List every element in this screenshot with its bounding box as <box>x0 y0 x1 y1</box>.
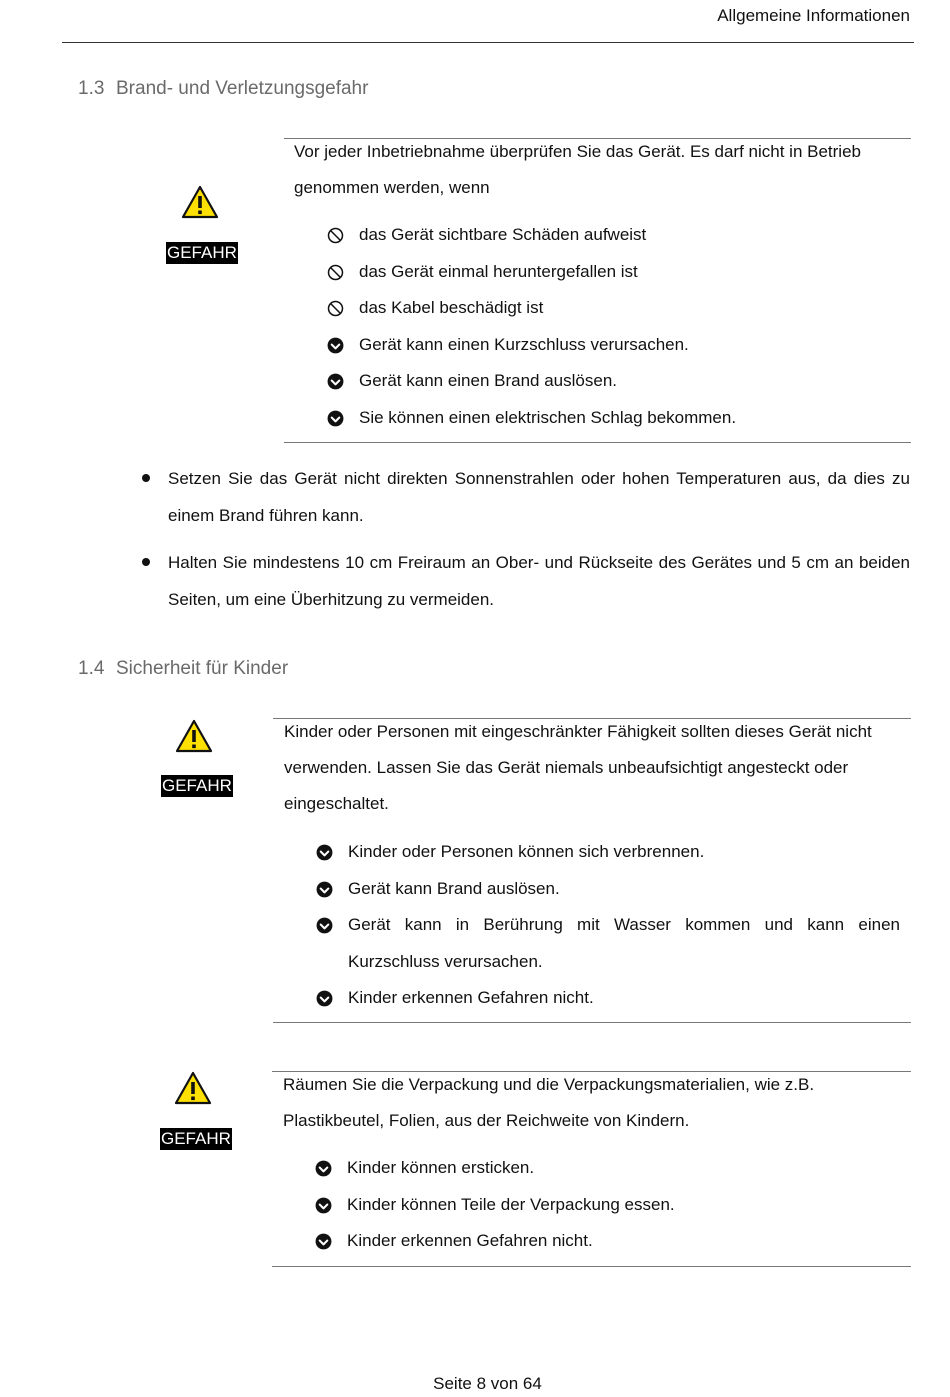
list-item <box>315 1150 899 1187</box>
consequence-icon <box>315 1160 332 1177</box>
list-item <box>327 400 897 437</box>
consequence-icon <box>327 410 344 427</box>
bullet-text: Halten Sie mindestens 10 cm Freiraum an Ober- und Rückseite des Gerätes und 5 cm an beiden Seiten, um eine Überhitzung zu vermeiden. <box>168 553 910 609</box>
list-item <box>316 980 900 1017</box>
bullet-list <box>140 460 910 628</box>
danger-label: GEFAHR <box>167 243 237 262</box>
danger-label: GEFAHR <box>162 776 232 795</box>
consequence-icon <box>315 1233 332 1250</box>
list-item <box>327 217 897 254</box>
warning-intro-text: Vor jeder Inbetriebnahme überprüfen Sie das Gerät. Es darf nicht in Betrieb genommen werden, wenn <box>294 142 861 197</box>
list-item <box>327 327 897 364</box>
consequence-icon <box>315 1197 332 1214</box>
prohibited-icon <box>327 264 344 281</box>
warning-triangle-icon <box>174 1071 212 1110</box>
warning-intro-text: Kinder oder Personen mit eingeschränkter Fähigkeit sollten dieses Gerät nicht verwenden. Lassen Sie das Gerät niemals unbeaufsichtigt angesteckt oder eingeschaltet. <box>284 722 872 813</box>
list-item-text: Sie können einen elektrischen Schlag bekommen. <box>359 407 737 427</box>
bullet-item <box>140 544 910 618</box>
list-item-text: Gerät kann einen Kurzschluss verursachen. <box>359 334 689 354</box>
warning-intro-text: Räumen Sie die Verpackung und die Verpackungsmaterialien, wie z.B. Plastikbeutel, Folien, aus der Reichweite von Kindern. <box>283 1075 815 1130</box>
consequence-icon <box>316 881 333 898</box>
list-item-text: das Gerät sichtbare Schäden aufweist <box>359 225 647 244</box>
consequence-icon <box>316 990 333 1007</box>
warning-box-bottom-rule <box>272 1266 911 1267</box>
section-number: 1.4 <box>78 658 105 679</box>
list-item-text: Kinder erkennen Gefahren nicht. <box>347 1231 593 1250</box>
section-1-4-heading <box>78 658 288 680</box>
warning-list <box>327 217 897 436</box>
bullet-text: Setzen Sie das Gerät nicht direkten Sonnenstrahlen oder hohen Temperaturen aus, da dies zu einem Brand führen kann. <box>168 469 910 525</box>
consequence-icon <box>327 373 344 390</box>
list-item <box>316 907 900 980</box>
list-item-text: Kinder können Teile der Verpackung essen. <box>347 1194 675 1214</box>
section-1-3-heading <box>78 78 368 100</box>
list-item-text: Gerät kann in Berührung mit Wasser kommen und kann einen Kurzschluss verursachen. <box>348 915 900 971</box>
bullet-dot <box>142 474 150 482</box>
page-number: Seite 8 von 64 <box>433 1374 542 1393</box>
list-item-text: Kinder können ersticken. <box>347 1158 535 1177</box>
warning-triangle-icon <box>181 185 219 224</box>
prohibited-icon <box>327 227 344 244</box>
list-item <box>316 834 900 871</box>
list-item-text: das Gerät einmal heruntergefallen ist <box>359 261 638 281</box>
warning-box-bottom-rule <box>284 442 911 443</box>
list-item <box>327 254 897 291</box>
list-item <box>315 1187 899 1224</box>
page-header-title: Allgemeine Informationen <box>717 6 910 25</box>
warning-list <box>315 1150 899 1260</box>
list-item-text: das Kabel beschädigt ist <box>359 298 544 317</box>
header-divider <box>62 42 914 43</box>
list-item <box>316 871 900 908</box>
consequence-icon <box>316 844 333 861</box>
bullet-item <box>140 460 910 534</box>
consequence-icon <box>316 917 333 934</box>
bullet-dot <box>142 558 150 566</box>
warning-box-bottom-rule <box>273 1022 911 1023</box>
list-item-text: Kinder oder Personen können sich verbrennen. <box>348 842 705 861</box>
section-number: 1.3 <box>78 78 105 99</box>
warning-triangle-icon <box>175 719 213 758</box>
warning-list <box>316 834 900 1017</box>
consequence-icon <box>327 337 344 354</box>
prohibited-icon <box>327 300 344 317</box>
section-title: Sicherheit für Kinder <box>116 658 289 679</box>
section-title: Brand- und Verletzungsgefahr <box>116 78 369 99</box>
list-item-text: Kinder erkennen Gefahren nicht. <box>348 988 594 1007</box>
danger-label: GEFAHR <box>161 1129 231 1148</box>
list-item <box>327 290 897 327</box>
list-item <box>327 363 897 400</box>
list-item-text: Gerät kann einen Brand auslösen. <box>359 371 618 390</box>
list-item <box>315 1223 899 1260</box>
list-item-text: Gerät kann Brand auslösen. <box>348 878 560 898</box>
